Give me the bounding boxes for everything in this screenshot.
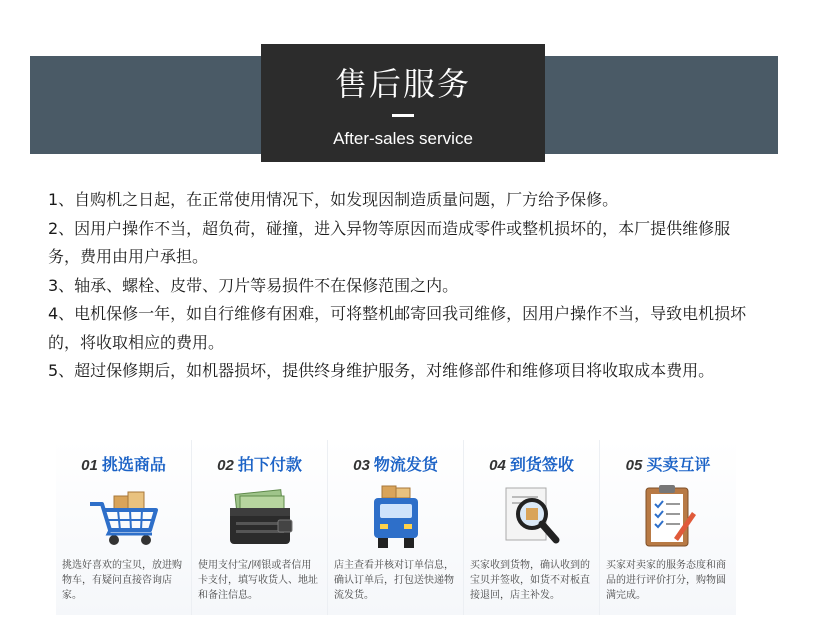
- step-number: 03: [353, 457, 370, 474]
- shopping-cart-icon: [84, 482, 164, 554]
- term-item: 2、因用户操作不当，超负荷，碰撞，进入异物等原因而造成零件或整机损坏的，本厂提供维修服务，费用由用户承担。: [48, 218, 731, 266]
- step-description: 买家对卖家的服务态度和商品的进行评价打分，购物圆满完成。: [606, 560, 726, 601]
- step-payment: [192, 440, 328, 615]
- step-number: 01: [81, 457, 98, 474]
- title-divider: [392, 114, 414, 117]
- magnifier-icon: [492, 482, 572, 554]
- term-item: 4、电机保修一年，如自行维修有困难，可将整机邮寄回我司维修，因用户操作不当，导致电机损坏的，将收取相应的费用。: [48, 304, 747, 352]
- step-description: 店主查看并核对订单信息，确认订单后，打包送快递物流发货。: [334, 560, 454, 601]
- step-title: 拍下付款: [237, 455, 302, 474]
- step-review: [600, 440, 736, 615]
- step-number: 04: [489, 457, 506, 474]
- step-number: 05: [625, 457, 643, 474]
- wallet-icon: [220, 482, 300, 554]
- delivery-truck-icon: [356, 482, 436, 554]
- term-item: 1、自购机之日起，在正常使用情况下，如发现因制造质量问题，厂方给予保修。: [48, 190, 619, 209]
- term-item: 3、轴承、螺栓、皮带、刀片等易损件不在保修范围之内。: [48, 275, 459, 295]
- step-title: 到货签收: [509, 455, 574, 474]
- step-receipt: [464, 440, 600, 615]
- step-description: 买家收到货物，确认收到的宝贝并签收，如货不对板直接退回，店主补发。: [470, 560, 590, 601]
- step-title: 物流发货: [373, 455, 438, 474]
- step-title: 买卖互评: [646, 455, 711, 474]
- clipboard-icon: [628, 482, 708, 554]
- step-select-goods: [56, 440, 192, 615]
- step-description: 挑选好喜欢的宝贝，放进购物车，有疑问直接咨询店家。: [62, 560, 182, 601]
- purchase-steps: [56, 440, 736, 615]
- step-title: 挑选商品: [101, 455, 166, 474]
- step-shipping: [328, 440, 464, 615]
- term-item: 5、超过保修期后，如机器损坏，提供终身维护服务，对维修部件和维修项目将收取成本费用。: [48, 361, 715, 380]
- step-description: 使用支付宝/网银或者信用卡支付，填写收货人、地址和备注信息。: [198, 560, 318, 601]
- service-terms: [48, 186, 748, 386]
- page-subtitle: After-sales service: [333, 129, 473, 148]
- title-box: [261, 44, 545, 162]
- step-number: 02: [217, 457, 234, 474]
- page-title: 售后服务: [334, 65, 471, 103]
